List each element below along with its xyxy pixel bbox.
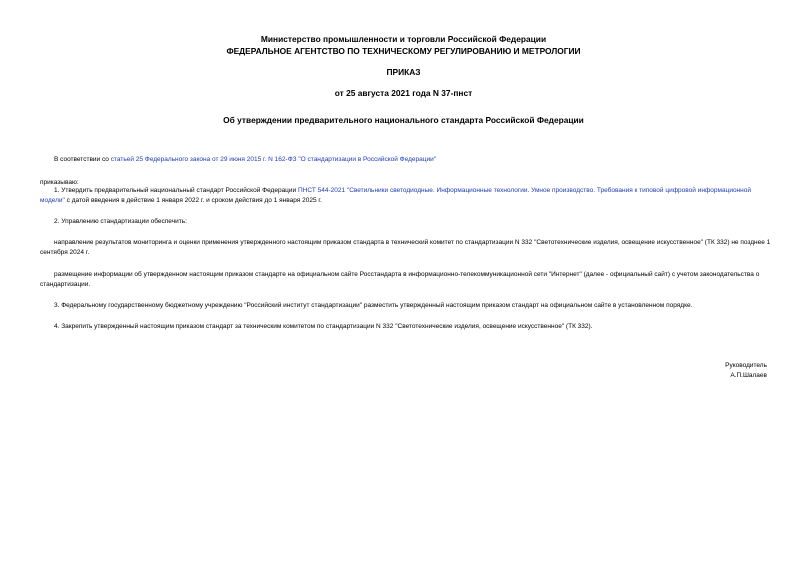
item-2a: направление результатов мониторинга и оценки применения утвержденного настоящим приказом стандарта в технический комитет по стандартизации N 332 "Светотехнические изделия, освещение искусственное" (ТК 332) не позднее 1 сентября 2024 г. — [40, 239, 771, 256]
item-2: 2. Управлению стандартизации обеспечить: — [54, 218, 187, 225]
signature-name: А.П.Шалаев — [730, 372, 767, 379]
item-3: 3. Федеральному государственному бюджетному учреждению "Российский институт стандартизации" разместить утвержденный настоящим приказом стандарт на официальном сайте в установленном порядке. — [54, 302, 693, 309]
standard-link[interactable]: ПНСТ 544-2021 "Светильники светодиодные. Информационные технологии. Умное производство. Требования к типовой цифровой информационной модели" — [40, 187, 751, 204]
agency-name: ФЕДЕРАЛЬНОЕ АГЕНТСТВО ПО ТЕХНИЧЕСКОМУ РЕГУЛИРОВАНИЮ И МЕТРОЛОГИИ — [226, 46, 581, 56]
item-1-suffix: с датой введения в действие 1 января 2022 г. и сроком действия до 1 января 2025 г. — [64, 197, 322, 204]
item-1 — [40, 186, 772, 206]
ministry-name: Министерство промышленности и торговли Российской Федерации — [260, 34, 547, 44]
law-link[interactable]: статьей 25 Федерального закона от 29 июня 2015 г. N 162-ФЗ "О стандартизации в Российской Федерации" — [110, 156, 437, 163]
item-1-prefix: 1. Утвердить предварительный национальный стандарт Российской Федерации — [54, 187, 298, 194]
item-2b: размещение информации об утвержденном настоящим приказом стандарте на официальном сайте Росстандарта в информационно-телекоммуникационной сети "Интернет" (далее - официальный сайт) с учетом законодательства о стандартизации. — [40, 271, 760, 288]
preamble-prefix: В соответствии со — [54, 156, 111, 163]
doc-type: ПРИКАЗ — [386, 67, 421, 77]
doc-date-number: от 25 августа 2021 года N 37-пнст — [334, 88, 473, 98]
preamble — [40, 155, 770, 165]
item-4: 4. Закрепить утвержденный настоящим приказом стандарт за техническим комитетом по стандартизации N 332 "Светотехнические изделия, освещение искусственное" (ТК 332). — [54, 323, 593, 330]
signature-position: Руководитель — [725, 362, 767, 369]
doc-title: Об утверждении предварительного национального стандарта Российской Федерации — [223, 115, 584, 125]
order-word: приказываю: — [40, 179, 79, 186]
